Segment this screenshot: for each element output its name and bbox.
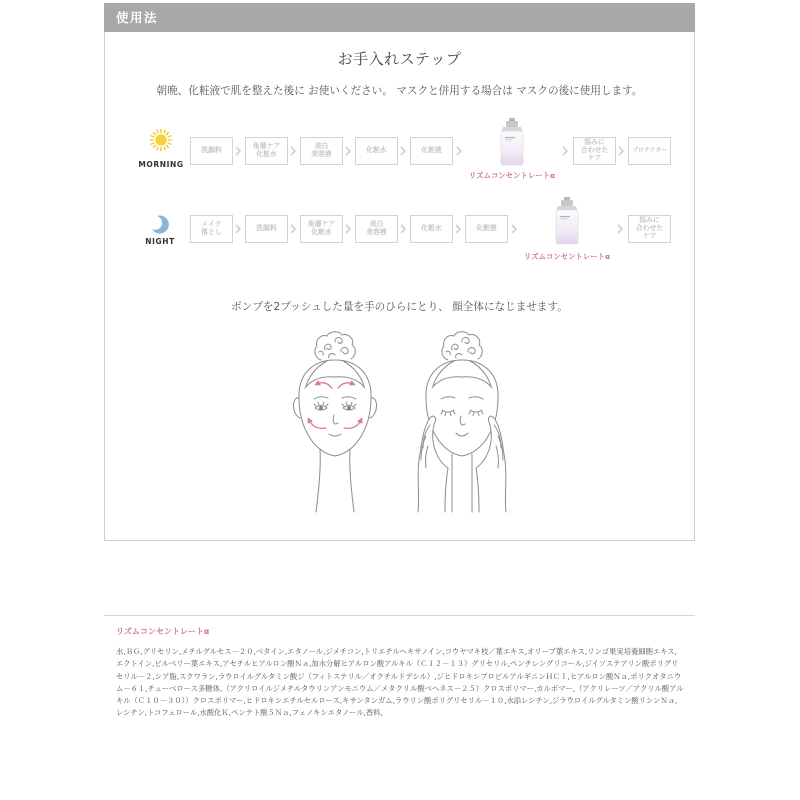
eyelid bbox=[442, 410, 454, 412]
night-label: NIGHT bbox=[145, 237, 175, 246]
neck-right bbox=[350, 449, 354, 512]
chevron-right-icon bbox=[618, 146, 624, 156]
bun-outline bbox=[442, 332, 482, 360]
bun-curl bbox=[319, 351, 323, 355]
nose bbox=[333, 415, 338, 424]
brow-right bbox=[342, 397, 356, 399]
morning-product-label: リズムコンセントレートα bbox=[468, 171, 556, 180]
moon-icon bbox=[150, 214, 170, 234]
bottle-label-mark bbox=[560, 219, 567, 220]
hand-right bbox=[476, 416, 506, 512]
chevron-right-icon bbox=[455, 224, 461, 234]
face-illustration-massage bbox=[285, 328, 385, 514]
bun-curl bbox=[452, 344, 459, 350]
bun-curl bbox=[456, 354, 462, 358]
step-label: 悩みに 合わせた ケア bbox=[580, 138, 609, 162]
bottle-shoulder bbox=[502, 127, 523, 131]
morning-step-7 bbox=[628, 137, 671, 165]
eye-left-closed bbox=[441, 410, 455, 416]
iris bbox=[319, 406, 323, 410]
night-step-3 bbox=[300, 215, 343, 243]
step-label: 角層ケア 化粧水 bbox=[252, 142, 281, 158]
massage-arrows bbox=[309, 383, 361, 429]
head-outline bbox=[299, 360, 371, 456]
chevron-right-icon bbox=[235, 146, 241, 156]
morning-step-1 bbox=[190, 137, 233, 165]
eye-right bbox=[342, 402, 356, 410]
brow-left bbox=[314, 397, 328, 399]
nose bbox=[460, 416, 465, 425]
bottle-body bbox=[556, 210, 578, 244]
step-label: 化粧液 bbox=[476, 224, 497, 233]
section-title: 使用法 bbox=[116, 10, 159, 25]
sun-icon bbox=[149, 128, 173, 152]
bun-curl bbox=[341, 348, 348, 354]
bottle-label-mark bbox=[505, 137, 515, 138]
chevron-right-icon bbox=[235, 224, 241, 234]
brow-right bbox=[469, 397, 483, 399]
bun-curl bbox=[335, 338, 342, 344]
arrow-forehead-right bbox=[338, 383, 353, 388]
step-label: 悩みに 合わせた ケア bbox=[635, 216, 664, 240]
night-step-1 bbox=[190, 215, 233, 243]
chevron-right-icon bbox=[617, 224, 623, 234]
ingredients-divider bbox=[104, 615, 695, 616]
eyelid bbox=[470, 410, 482, 412]
care-steps-title: お手入れステップ bbox=[337, 50, 462, 68]
hair-bun bbox=[442, 332, 482, 360]
ingredients-product-name: リズムコンセントレートα bbox=[116, 627, 210, 636]
chevron-right-icon bbox=[400, 224, 406, 234]
step-label: 美白 美容液 bbox=[311, 142, 332, 158]
chevron-right-icon bbox=[290, 224, 296, 234]
iris bbox=[347, 406, 351, 410]
bottle-shoulder bbox=[557, 206, 578, 210]
eye-left bbox=[314, 402, 328, 410]
step-label: メイク 落とし bbox=[201, 220, 222, 236]
arrow-cheek-right bbox=[344, 420, 361, 428]
arrow-forehead-left bbox=[317, 383, 332, 388]
hair-strand bbox=[470, 361, 491, 386]
bottle-body bbox=[501, 131, 523, 165]
chevron-right-icon bbox=[511, 224, 517, 234]
bottle-pump bbox=[561, 200, 573, 206]
mouth bbox=[329, 434, 341, 436]
step-label: 化粧水 bbox=[366, 146, 387, 155]
section-header bbox=[104, 3, 695, 32]
bun-curl bbox=[329, 354, 335, 358]
hairline bbox=[305, 377, 365, 388]
chevron-right-icon bbox=[345, 146, 351, 156]
morning-step-6 bbox=[573, 137, 616, 165]
morning-step-2 bbox=[245, 137, 288, 165]
product-bottle-image bbox=[552, 197, 582, 245]
moon-crescent bbox=[152, 216, 169, 234]
arrow-cheek-left bbox=[309, 420, 326, 428]
night-product-label: リズムコンセントレートα bbox=[523, 252, 611, 261]
chevron-right-icon bbox=[562, 146, 568, 156]
bottle-label-mark bbox=[560, 216, 570, 217]
step-label: 化粧水 bbox=[421, 224, 442, 233]
chevron-right-icon bbox=[290, 146, 296, 156]
chevron-right-icon bbox=[400, 146, 406, 156]
step-label: 洗顔料 bbox=[201, 146, 222, 155]
morning-step-3 bbox=[300, 137, 343, 165]
step-label: プロテクター bbox=[632, 147, 667, 155]
face-illustration-hands bbox=[410, 328, 515, 514]
care-steps-intro: 朝晩、化粧液で肌を整えた後に お使いください。 マスクと併用する場合は マスクの後に使用します。 bbox=[156, 85, 643, 97]
bun-outline bbox=[315, 332, 355, 360]
sun-disc bbox=[155, 134, 166, 145]
night-step-2 bbox=[245, 215, 288, 243]
neck-left bbox=[316, 449, 320, 512]
step-label: 美白 美容液 bbox=[366, 220, 387, 236]
hairline bbox=[432, 377, 492, 388]
night-step-7 bbox=[628, 215, 671, 243]
head-outline bbox=[426, 360, 498, 456]
bottle-pump bbox=[506, 121, 518, 127]
hair-bun bbox=[315, 332, 355, 360]
step-label: 化粧液 bbox=[421, 146, 442, 155]
night-step-4 bbox=[355, 215, 398, 243]
bun-curl bbox=[468, 348, 475, 354]
care-steps-panel bbox=[104, 32, 695, 541]
product-bottle-image bbox=[497, 118, 527, 166]
morning-step-5 bbox=[410, 137, 453, 165]
morning-step-4 bbox=[355, 137, 398, 165]
hand-shape bbox=[418, 416, 448, 512]
bun-curl bbox=[325, 344, 332, 350]
hand-shape bbox=[476, 416, 506, 512]
night-step-6 bbox=[465, 215, 508, 243]
bun-curl bbox=[446, 351, 450, 355]
step-label: 洗顔料 bbox=[256, 224, 277, 233]
chevron-right-icon bbox=[345, 224, 351, 234]
application-instruction: ポンプを2プッシュした量を手のひらにとり、 顔全体になじませます。 bbox=[231, 301, 568, 313]
mouth-smile bbox=[456, 433, 468, 436]
hair-strand bbox=[433, 361, 454, 386]
night-step-5 bbox=[410, 215, 453, 243]
hand-left bbox=[418, 416, 448, 512]
chevron-right-icon bbox=[456, 146, 462, 156]
eye-right-closed bbox=[469, 410, 483, 416]
ingredients-list: 水,ＢＧ,グリセリン,メチルグルセス－２０,ベタイン,エタノール,ジメチコン,トリエチルヘキサノイン,コウヤマキ枝／葉エキス,オリーブ葉エキス,リンゴ果実培養細胞エキス,エクトイン,ビルベリー葉エキス,アセチルヒアルロン酸Ｎａ,加水分解ヒアルロン酸アルキル（Ｃ１２－１３）グリセリル,ペンチレングリコール,ジイソステアリン酸ポリグリセリル－２,シア脂,スクワラン,ラウロイルグルタミン酸ジ（フィトステリル／オクチルドデシル）,ジヒドロキシプロピルアルギニンＨＣｌ,ヒアルロン酸Ｎａ,ポリクオタニウム－６１,チューベロース多糖体,（アクリロイルジメチルタウリンアンモニウム／メタクリル酸ベヘネス－２５）クロスポリマー,カルボマー,（アクリレーツ／アクリル酸アルキル（Ｃ１０－３０））クロスポリマー,ヒドロキシエチルセルロース,キサンタンガム,ラウリン酸ポリグリセリル－１０,水添レシチン,ジラウロイルグルタミン酸リシンＮａ,レシチン,トコフェロール,水酸化Ｋ,ペンテト酸５Ｎａ,フェノキシエタノール,香料, bbox=[116, 647, 684, 718]
morning-label: MORNING bbox=[138, 160, 184, 169]
brow-left bbox=[441, 397, 455, 399]
step-label: 角層ケア 化粧水 bbox=[307, 220, 336, 236]
bottle-label-mark bbox=[505, 140, 512, 141]
bun-curl bbox=[462, 338, 469, 344]
